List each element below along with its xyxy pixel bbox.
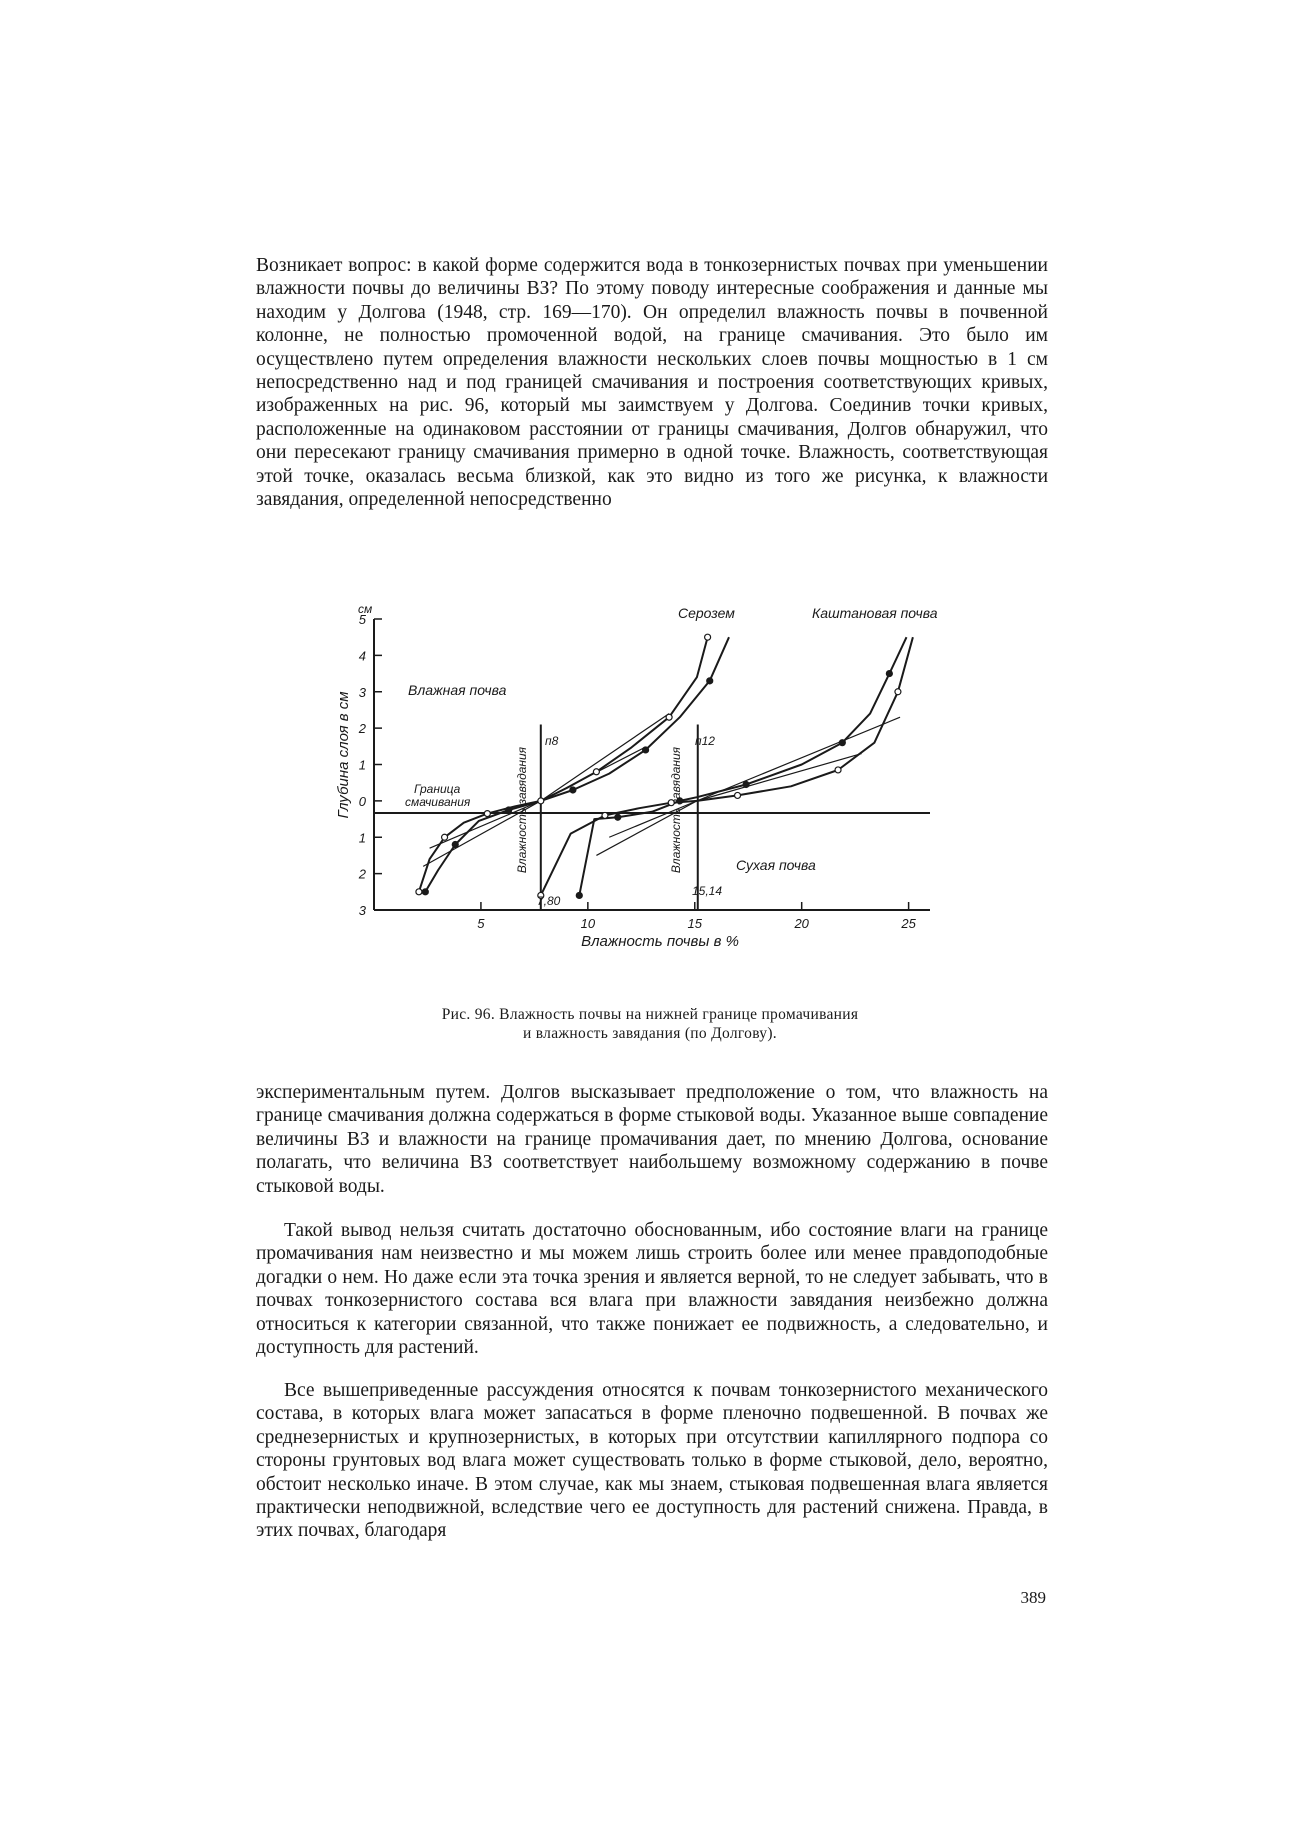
data-point xyxy=(593,769,599,775)
label-serozem: Серозем xyxy=(678,605,735,621)
data-point xyxy=(484,811,490,817)
data-point xyxy=(506,807,512,813)
data-point xyxy=(886,671,892,677)
figure-caption-line-1: Рис. 96. Влажность почвы на нижней границе промачивания xyxy=(441,1006,859,1023)
page-number: 389 xyxy=(1020,1588,1046,1607)
series-line xyxy=(419,637,708,892)
label-boundary-1: Граница xyxy=(414,782,461,796)
data-point xyxy=(707,678,713,684)
plot-area xyxy=(358,612,930,931)
body-paragraph-4: Все вышеприведенные рассуждения относятся к почвам тонкозернистого механического состава, в которых влага может запасаться в форме пленочно подвешенной. В почвах же среднезернистых и крупнозернистых, в которых при отсутствии капиллярного подпора со стороны грунтовых вод влага может существовать только в форме стыковой, дело, вероятно, обстоит несколько иначе. В этом случае, как мы знаем, стыковая подвешенная влага является практически неподвижной, вследствие чего ее доступность для растений снижена. Правда, в этих почвах, благодаря xyxy=(256,1380,1048,1542)
label-wilting-line-1: Влажность завядания xyxy=(515,746,529,874)
data-point xyxy=(615,814,621,820)
y-tick-label: 0 xyxy=(358,793,366,809)
data-point xyxy=(442,834,448,840)
y-tick-label: 2 xyxy=(358,866,366,882)
data-point xyxy=(705,634,711,640)
x-tick-label: 20 xyxy=(794,916,809,931)
label-chestnut-soil: Каштановая почва xyxy=(812,605,938,621)
x-axis-title: Влажность почвы в % xyxy=(581,933,739,950)
y-axis-title: Глубина слоя в см xyxy=(335,691,352,819)
connecting-line xyxy=(697,754,862,801)
data-point xyxy=(422,889,428,895)
series-line xyxy=(541,637,913,895)
data-point xyxy=(735,792,741,798)
label-n12: п12 xyxy=(695,734,715,748)
label-boundary-2: смачивания xyxy=(405,795,471,809)
data-point xyxy=(666,714,672,720)
x-tick-label: 25 xyxy=(901,916,916,931)
y-unit-label: см xyxy=(358,602,373,616)
body-paragraph-1: Возникает вопрос: в какой форме содержится вода в тонкозернистых почвах при уменьшении влажности почвы до величины ВЗ? По этому поводу интересные соображения и данные мы находим у Долгова (1948, стр. 169—170). Он определил влажность почвы в почвенной колонне, не полностью промоченной водой, на границе смачивания. Это было им осуществлено путем определения влажности нескольких слоев почвы мощностью в 1 см непосредственно над и под границей смачивания и построения соответствующих кривых, изображенных на рис. 96, который мы заимствуем у Долгова. Соединив точки кривых, расположенные на одинаковом расстоянии от границы смачивания, Долгов обнаружил, что они пересекают границу смачивания примерно в одной точке. Влажность, соответствующая этой точке, оказалась весьма близкой, как это видно из того же рисунка, к влажности завядания, определенной непосредственно xyxy=(256,255,1048,511)
body-paragraph-2: экспериментальным путем. Долгов высказывает предположение о том, что влажность на границе смачивания должна содержаться в форме стыковой воды. Указанное выше совпадение величины ВЗ и влажности на границе промачивания дает, по мнению Долгова, основание полагать, что величина ВЗ соответствует наибольшему возможному содержанию в почве стыковой воды. xyxy=(256,1082,1048,1197)
y-tick-label: 3 xyxy=(358,903,366,918)
data-point xyxy=(570,787,576,793)
series-line xyxy=(425,637,729,892)
data-point xyxy=(643,747,649,753)
data-point xyxy=(538,798,544,804)
y-tick-label: 3 xyxy=(358,684,366,700)
label-wilting-value-2: 15,14 xyxy=(692,884,723,898)
label-wilting-value-1: 7,80 xyxy=(537,894,561,908)
data-point xyxy=(895,689,901,695)
figure-96-chart xyxy=(330,585,970,1000)
data-point xyxy=(839,740,845,746)
y-tick-label: 5 xyxy=(358,612,366,627)
x-tick-label: 10 xyxy=(580,916,596,931)
label-dry-soil: Сухая почва xyxy=(736,857,816,873)
y-tick-label: 2 xyxy=(358,721,366,737)
label-wilting-line-2: Влажность завядания xyxy=(669,746,683,874)
x-tick-label: 5 xyxy=(477,916,485,931)
data-point xyxy=(835,767,841,773)
y-tick-label: 1 xyxy=(358,830,366,846)
data-point xyxy=(452,842,458,848)
y-tick-label: 4 xyxy=(358,648,366,664)
y-tick-label: 1 xyxy=(358,757,366,773)
figure-caption xyxy=(330,1005,970,1043)
label-n8: п8 xyxy=(545,734,559,748)
figure-caption-line-2: и влажность завядания (по Долгову). xyxy=(523,1025,777,1042)
data-point xyxy=(576,892,582,898)
label-wet-soil: Влажная почва xyxy=(408,682,507,698)
connecting-line xyxy=(541,714,669,801)
x-tick-label: 15 xyxy=(687,916,703,931)
data-point xyxy=(743,782,749,788)
data-point xyxy=(416,889,422,895)
body-paragraph-3: Такой вывод нельзя считать достаточно обоснованным, ибо состояние влаги на границе промачивания нам неизвестно и мы можем лишь строить более или менее правдоподобные догадки о нем. Но даже если эта точка зрения и является верной, то не следует забывать, что в почвах тонкозернистого состава вся влага при влажности завядания неизбежно должна относиться к категории связанной, что также понижает ее подвижность, а следовательно, и доступность для растений. xyxy=(256,1220,1048,1359)
data-point xyxy=(602,812,608,818)
